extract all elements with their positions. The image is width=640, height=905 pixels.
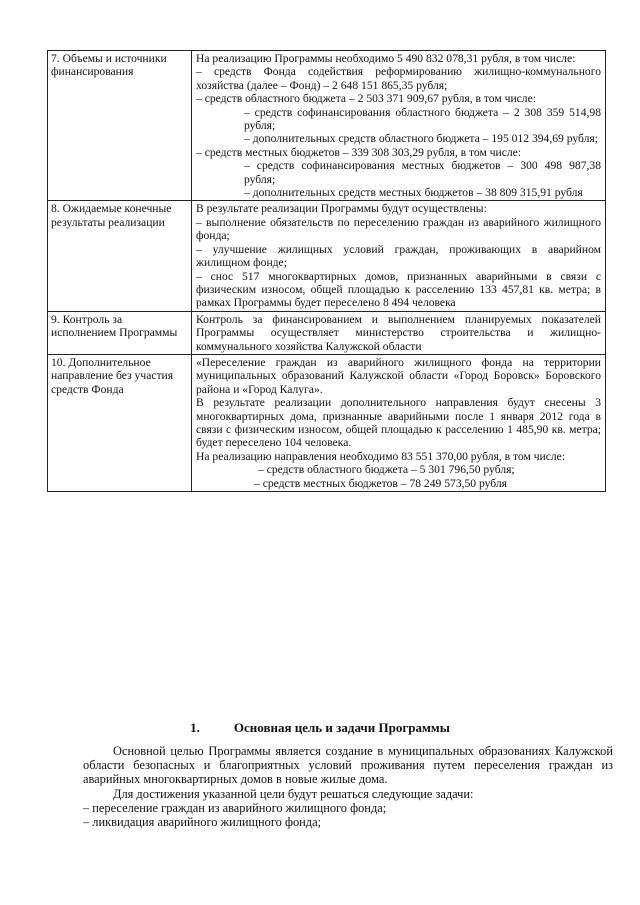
body-paragraph: Для достижения указанной цели будут решаться следующие задачи:	[113, 786, 474, 801]
row-label: 7. Объемы и источники финансирования	[48, 51, 192, 201]
content-line: – дополнительных средств областного бюджета – 195 012 394,69 рубля;	[244, 132, 598, 146]
content-line: В результате реализации Программы будут осуществлены:	[196, 202, 487, 216]
row-content	[192, 311, 606, 354]
content-line: – средств местных бюджетов – 78 249 573,50 рубля	[254, 476, 508, 490]
body-paragraph: Основной целью Программы является создание в муниципальных образованиях Калужской области безопасных и благоприятных условий проживания путем переселения граждан из аварийных многоквартирных домов в новые жилые дома.	[83, 744, 613, 787]
content-line: – средств Фонда содействия реформированию жилищно-коммунального хозяйства (далее – Фонд) – 2 648 151 865,35 рубля;	[196, 65, 601, 92]
content-line: – выполнение обязательств по переселению граждан из аварийного жилищного фонда;	[196, 215, 601, 243]
content-line: – средств областного бюджета – 2 503 371 909,67 рубля, в том числе:	[196, 92, 536, 106]
content-line: Контроль за финансированием и выполнением планируемых показателей Программы осуществляет министерство строительства и жилищно-коммунального хозяйства Калужской области	[196, 312, 601, 353]
content-line: – средств областного бюджета – 5 301 796,50 рубля;	[258, 463, 515, 477]
row-label: 9. Контроль за исполнением Программы	[48, 311, 192, 354]
content-line: – средств софинансирования областного бюджета – 2 308 359 514,98 рубля;	[244, 105, 601, 133]
row-label: 8. Ожидаемые конечные результаты реализации	[48, 201, 192, 311]
content-line: На реализацию направления необходимо 83 551 370,00 рубля, в том числе:	[196, 449, 566, 463]
content-line: – улучшение жилищных условий граждан, проживающих в аварийном жилищном фонде;	[196, 242, 601, 270]
content-line: – средств софинансирования местных бюджетов – 300 498 987,38 рубля;	[244, 159, 601, 186]
content-line: «Переселение граждан из аварийного жилищного фонда на территории муниципальных образований Калужской области «Город Боровск» Боровского района и «Город Калуга».	[196, 355, 601, 396]
table-row	[48, 311, 606, 354]
content-line: – средств местных бюджетов – 339 308 303,29 рубля, в том числе:	[196, 145, 522, 159]
table-row	[48, 354, 606, 491]
row-content	[192, 354, 606, 491]
content-line: В результате реализации дополнительного направления будут снесены 3 многоквартирных дома, признанные аварийными после 1 января 2012 года в связи с физическим износом, общей площадью к расселению 1 485,90 кв. метра; будет переселено 104 человека.	[196, 396, 601, 450]
content-line: – снос 517 многоквартирных домов, признанных аварийными в связи с физическим износом, общей площадью к расселению 133 457,81 кв. метра; в рамках Программы будет переселено 8 494 человека	[196, 269, 601, 310]
row-label: 10. Дополнительное направление без участия средств Фонда	[48, 354, 192, 491]
content-line: – дополнительных средств местных бюджетов – 38 809 315,91 рубля	[244, 186, 583, 200]
table-row	[48, 201, 606, 311]
section-number: 1.	[190, 720, 200, 735]
section-heading	[0, 720, 640, 736]
row-content	[192, 51, 606, 201]
body-paragraph: – ликвидация аварийного жилищного фонда;	[83, 815, 322, 830]
section-title: Основная цель и задачи Программы	[233, 720, 450, 735]
section-body	[83, 744, 613, 829]
table-row	[48, 51, 606, 201]
content-line: На реализацию Программы необходимо 5 490 832 078,31 рубля, в том числе:	[196, 52, 576, 65]
row-content	[192, 201, 606, 311]
program-passport-table	[47, 50, 606, 492]
body-paragraph: – переселение граждан из аварийного жилищного фонда;	[83, 800, 387, 815]
